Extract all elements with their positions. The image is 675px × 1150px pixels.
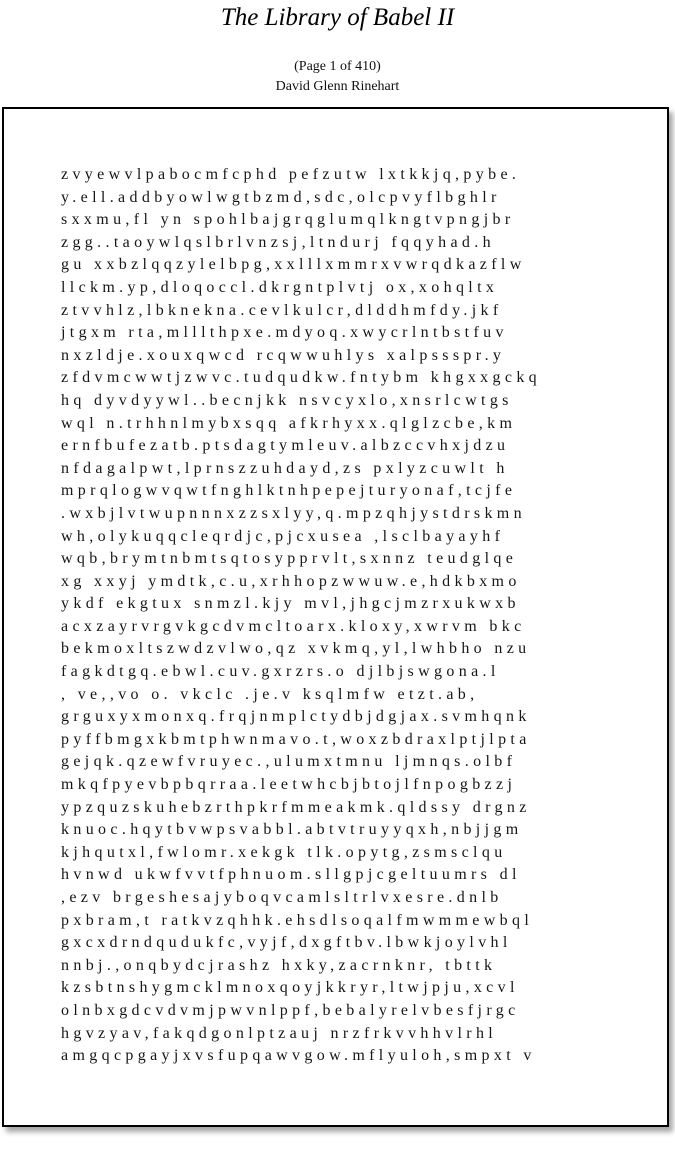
- text-line: pxbram,t ratkvzqhhk.ehsdlsoqalfmwmmewbql: [61, 911, 534, 929]
- text-line: mkqfpyevbpbqrraa.leetwhcbjbtojlfnpogbzzj: [61, 776, 517, 794]
- text-line: sxxmu,fl yn spohlbajgrqglumqlkngtvpngjbr: [61, 211, 515, 229]
- text-line: y.ell.addbyowlwgtbzmd,sdc,olcpvyflbghlr: [61, 188, 501, 206]
- page-text: [61, 164, 621, 1068]
- text-line: hq dyvdyywl..becnjkk nsvcyxlo,xnsrlcwtgs: [61, 391, 513, 409]
- text-line: ,ezv brgeshesajyboqvcamlsltrlvxesre.dnlb: [61, 889, 503, 906]
- text-line: nfdagalpwt,lprnszzuhdayd,zs pxlyzcuwlt h: [61, 459, 509, 477]
- text-line: nnbj.,onqbydcjrashz hxky,zacrnknr, tbttk: [61, 956, 497, 974]
- text-line: wh,olykuqqcleqrdjc,pjcxusea ,lsclbayayhf: [61, 527, 505, 545]
- text-line: kjhqutxl,fwlomr.xekgk tlk.opytg,zsmsclqu: [61, 843, 507, 861]
- text-line: wqb,brymtnbmtsqtosypprvlt,sxnnz teudglqe: [61, 550, 518, 568]
- text-line: pyffbmgxkbmtphwnmavo.t,woxzbdraxlptjlpta: [61, 730, 531, 748]
- text-line: zfdvmcwwtjzwvc.tudqudkw.fntybm khgxxgckq: [61, 369, 542, 387]
- page-indicator: (Page 1 of 410): [294, 59, 381, 74]
- text-line: gejqk.qzewfvruyec.,ulumxtmnu ljmnqs.olbf: [61, 753, 517, 771]
- text-line: wql n.trhhnlmybxsqq afkrhyxx.qlglzcbe,km: [61, 414, 517, 432]
- text-line: zgg..taoywlqslbrlvnzsj,ltndurj fqqyhad.h: [61, 233, 495, 251]
- text-line: ypzquzskuhebzrthpkrfmmeakmk.qldssy drgnz: [61, 798, 531, 816]
- text-line: xg xxyj ymdtk,c.u,xrhhopzwwuw.e,hdkbxmo: [61, 572, 521, 590]
- text-line: ztvvhlz,lbknekna.cevlkulcr,dlddhmfdy.jkf: [61, 301, 503, 319]
- text-line: amgqcpgayjxvsfupqawvgow.mflyuloh,smpxt v: [61, 1047, 536, 1065]
- text-line: bekmoxltszwdzvlwo,qz xvkmq,yl,lwhbho nzu: [61, 640, 531, 658]
- text-line: .wxbjlvtwupnnnxzzsxlyy,q.mpzqhjystdrskmn: [61, 504, 526, 522]
- text-line: zvyewvlpabocmfcphd pefzutw lxtkkjq,pybe.: [61, 166, 521, 183]
- text-line: knuoc.hqytbvwpsvabbl.abtvtruyyqxh,nbjjgm: [61, 821, 523, 839]
- text-line: kzsbtnshygmcklmnoxqoyjkkryr,ltwjpju,xcvl: [61, 979, 519, 997]
- text-line: acxzayrvrgvkgcdvmcltoarx.kloxy,xwrvm bkc: [61, 617, 526, 635]
- text-line: hgvzyav,fakqdgonlptzauj nrzfrkvvhhvlrhl: [61, 1024, 498, 1042]
- text-line: grguxyxmonxq.frqjnmplctydbjdgjax.svmhqnk: [61, 708, 531, 726]
- text-line: fagkdtgq.ebwl.cuv.gxrzrs.o djlbjswgona.l: [61, 663, 500, 681]
- page-frame: [2, 107, 669, 1127]
- text-line: hvnwd ukwfvvtfphnuom.sllgpjcgeltuumrs dl: [61, 866, 521, 884]
- text-line: ykdf ekgtux snmzl.kjy mvl,jhgcjmzrxukwxb: [61, 595, 520, 613]
- text-line: olnbxgdcvdvmjpwvnlppf,bebalyrelvbesfjrgc: [61, 1001, 520, 1019]
- text-line: gu xxbzlqqzylelbpg,xxlllxmmrxvwrqdkazflw: [61, 256, 526, 274]
- text-line: llckm.yp,dloqoccl.dkrgntplvtj ox,xohqltx: [61, 278, 499, 296]
- book-title: The Library of Babel II: [220, 4, 455, 31]
- text-line: mprqlogwvqwtfnghlktnhpepejturyonaf,tcjfe: [61, 482, 517, 500]
- text-line: jtgxm rta,mlllthpxe.mdyoq.xwycrlntbstfuv: [61, 324, 508, 342]
- text-line: nxzldje.xouxqwcd rcqwwuhlys xalpssspr.y: [61, 346, 506, 364]
- text-line: ernfbufezatb.ptsdagtymleuv.albzccvhxjdzu: [61, 437, 510, 455]
- author-name: David Glenn Rinehart: [275, 79, 400, 94]
- text-line: gxcxdrndqudukfc,vyjf,dxgftbv.lbwkjoylvhl: [61, 934, 512, 952]
- text-line: , ve,,vo o. vkclc .je.v ksqlmfw etzt.ab,: [61, 685, 479, 703]
- page-info: [0, 57, 675, 97]
